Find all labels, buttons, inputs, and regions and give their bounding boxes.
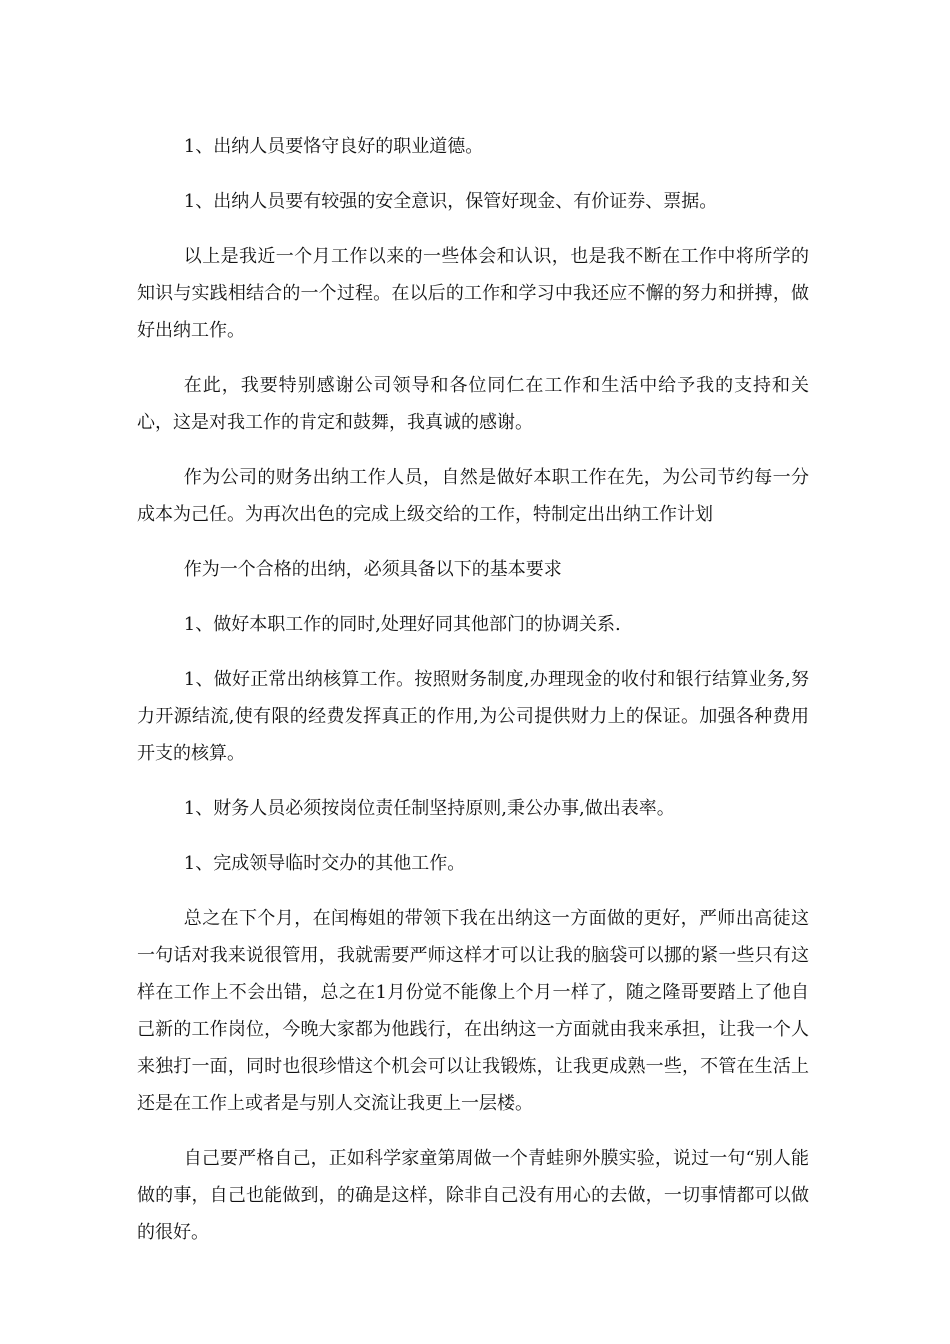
paragraph-8: 1、做好正常出纳核算工作。按照财务制度,办理现金的收付和银行结算业务,努力开源结流,使有限的经费发挥真正的作用,为公司提供财力上的保证。加强各种费用开支的核算。 [137, 669, 809, 764]
paragraph-9: 1、财务人员必须按岗位责任制坚持原则,秉公办事,做出表率。 [183, 798, 675, 819]
paragraph-2: 1、出纳人员要有较强的安全意识，保管好现金、有价证券、票据。 [183, 191, 718, 212]
document-body [137, 128, 809, 1269]
paragraph-7: 1、做好本职工作的同时,处理好同其他部门的协调关系. [183, 614, 621, 635]
paragraph-5: 作为公司的财务出纳工作人员，自然是做好本职工作在先，为公司节约每一分成本为己任。为再次出色的完成上级交给的工作，特制定出出纳工作计划 [137, 467, 809, 525]
paragraph-1: 1、出纳人员要恪守良好的职业道德。 [183, 136, 484, 157]
paragraph-12: 自己要严格自己，正如科学家童第周做一个青蛙卵外膜实验，说过一句“别人能做的事，自己也能做到，的确是这样，除非自己没有用心的去做，一切事情都可以做的很好。 [137, 1148, 809, 1243]
paragraph-4: 在此，我要特别感谢公司领导和各位同仁在工作和生活中给予我的支持和关心，这是对我工作的肯定和鼓舞，我真诚的感谢。 [137, 375, 809, 433]
paragraph-11: 总之在下个月，在闰梅姐的带领下我在出纳这一方面做的更好，严师出高徒这一句话对我来说很管用，我就需要严师这样才可以让我的脑袋可以挪的紧一些只有这样在工作上不会出错，总之在1月份觉不能像上个月一样了，随之隆哥要踏上了他自己新的工作岗位，今晚大家都为他践行，在出纳这一方面就由我来承担，让我一个人来独打一面，同时也很珍惜这个机会可以让我锻炼，让我更成熟一些，不管在生活上还是在工作上或者是与别人交流让我更上一层楼。 [137, 908, 809, 1114]
paragraph-3: 以上是我近一个月工作以来的一些体会和认识，也是我不断在工作中将所学的知识与实践相结合的一个过程。在以后的工作和学习中我还应不懈的努力和拼搏，做好出纳工作。 [137, 246, 809, 341]
paragraph-10: 1、完成领导临时交办的其他工作。 [183, 853, 466, 874]
paragraph-6: 作为一个合格的出纳，必须具备以下的基本要求 [183, 559, 562, 580]
